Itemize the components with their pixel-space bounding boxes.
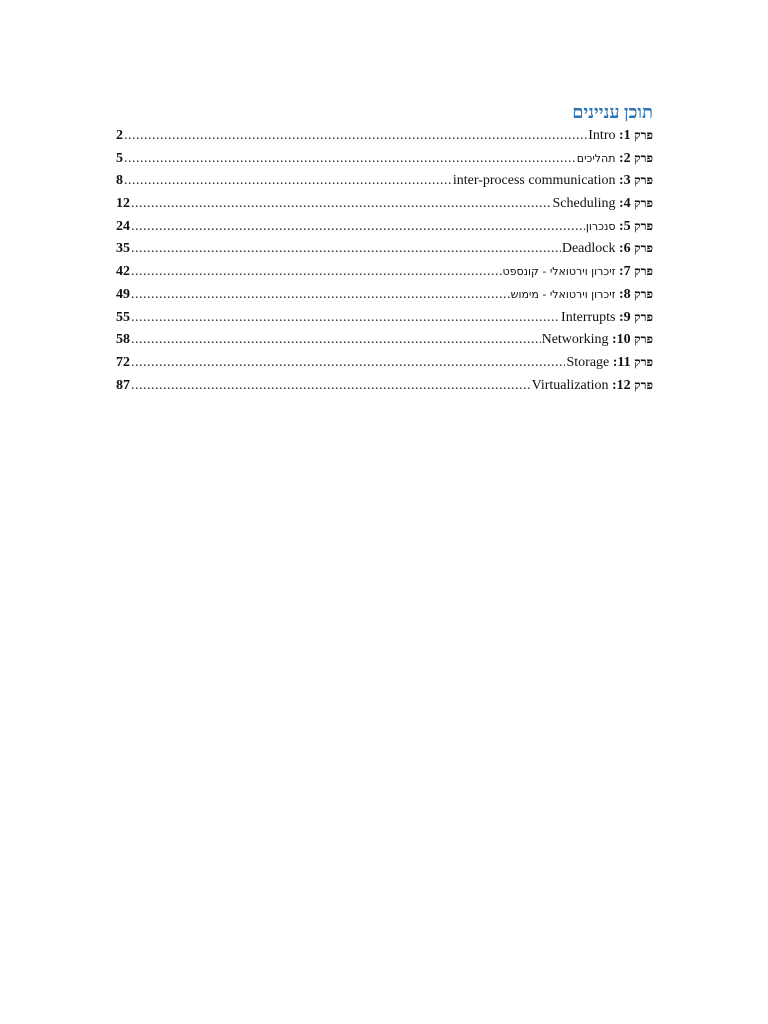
chapter-title: זיכרון וירטואלי - מימוש	[510, 287, 616, 301]
chapter-word: פרק	[634, 286, 653, 301]
chapter-number: 10:	[611, 332, 631, 348]
chapter-title: Deadlock	[561, 241, 616, 257]
page-number: 24	[116, 218, 130, 234]
chapter-word: פרק	[634, 264, 653, 279]
dot-leader	[131, 329, 541, 352]
chapter-word: פרק	[634, 354, 653, 369]
page-number: 2	[116, 128, 123, 143]
chapter-number: 12:	[611, 377, 631, 393]
chapter-title: סנכרון	[585, 219, 616, 233]
dot-leader	[131, 307, 560, 330]
chapter-title: זיכרון וירטואלי - קונספט	[502, 265, 616, 279]
chapter-word: פרק	[634, 241, 653, 256]
dot-leader	[131, 238, 561, 261]
chapter-title: Interrupts	[561, 309, 616, 325]
toc-entry-6[interactable]	[116, 237, 653, 260]
page-number: 87	[116, 377, 130, 393]
chapter-word: פרק	[634, 150, 653, 165]
chapter-number: 11:	[612, 354, 631, 370]
toc-entry-4[interactable]	[116, 192, 653, 215]
toc-entry-1[interactable]	[116, 124, 653, 147]
toc-entry-12[interactable]	[116, 374, 653, 397]
chapter-word: פרק	[634, 309, 653, 324]
chapter-number: 2:	[618, 150, 631, 166]
chapter-word: פרק	[634, 128, 653, 142]
chapter-title: Scheduling	[552, 196, 616, 212]
chapter-word: פרק	[634, 173, 653, 188]
toc-entry-7[interactable]	[116, 260, 653, 283]
toc-entry-5[interactable]	[116, 215, 653, 238]
page-number: 12	[116, 196, 130, 212]
toc-entry-10[interactable]	[116, 328, 653, 351]
page-number: 8	[116, 173, 123, 189]
table-of-contents	[116, 100, 653, 396]
chapter-word: פרק	[634, 218, 653, 233]
chapter-number: 7:	[618, 264, 631, 280]
toc-entry-11[interactable]	[116, 351, 653, 374]
chapter-title: Virtualization	[531, 377, 609, 393]
dot-leader	[131, 193, 551, 216]
page-number: 42	[116, 264, 130, 280]
dot-leader	[131, 284, 510, 307]
chapter-title: תהליכים	[576, 151, 616, 165]
dot-leader	[131, 216, 585, 239]
dot-leader	[124, 148, 576, 171]
chapter-number: 3:	[618, 173, 631, 189]
chapter-word: פרק	[634, 332, 653, 347]
toc-entry-9[interactable]	[116, 306, 653, 329]
chapter-number: 9:	[618, 309, 631, 325]
chapter-word: פרק	[634, 196, 653, 211]
dot-leader	[131, 375, 531, 398]
chapter-number: 6:	[618, 241, 631, 257]
chapter-number: 4:	[618, 196, 631, 212]
toc-entry-8[interactable]	[116, 283, 653, 306]
dot-leader	[131, 261, 502, 284]
page-number: 5	[116, 150, 123, 166]
page-number: 49	[116, 286, 130, 302]
page-number: 55	[116, 309, 130, 325]
chapter-word: פרק	[634, 377, 653, 392]
toc-entry-2[interactable]	[116, 147, 653, 170]
chapter-title: inter-process communication	[452, 173, 616, 189]
chapter-title: Intro	[588, 128, 616, 143]
toc-entry-3[interactable]	[116, 169, 653, 192]
page-number: 72	[116, 354, 130, 370]
chapter-title: Networking	[541, 332, 609, 348]
page-number: 58	[116, 332, 130, 348]
dot-leader	[124, 170, 452, 193]
dot-leader	[131, 352, 565, 375]
chapter-title: Storage	[566, 354, 610, 370]
chapter-number: 5:	[618, 218, 631, 234]
page-number: 35	[116, 241, 130, 257]
toc-title: תוכן עניינים	[572, 102, 653, 122]
toc-list	[116, 124, 653, 396]
dot-leader	[124, 125, 587, 148]
chapter-number: 1:	[618, 128, 631, 143]
chapter-number: 8:	[618, 286, 631, 302]
